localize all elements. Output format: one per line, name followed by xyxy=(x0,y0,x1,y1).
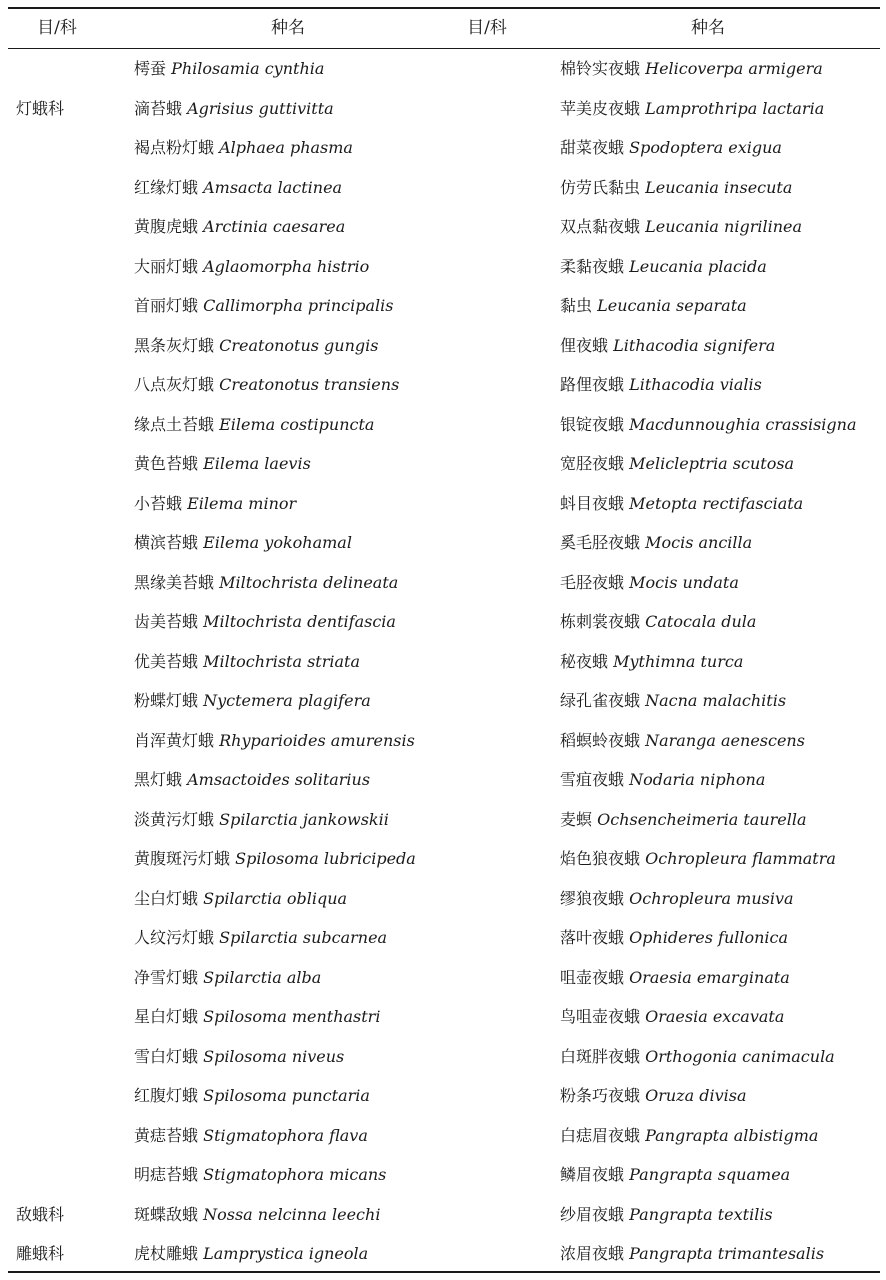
table-row xyxy=(8,602,880,642)
scientific-name: Metopta rectifasciata xyxy=(629,493,804,513)
species-cell-left xyxy=(134,681,371,721)
scientific-name: Philosamia cynthia xyxy=(171,59,325,78)
common-name: 横滨苔蛾 xyxy=(134,533,199,552)
common-name: 红腹灯蛾 xyxy=(134,1086,199,1105)
scientific-name: Miltochrista delineata xyxy=(219,572,399,592)
species-cell-left xyxy=(134,484,296,524)
common-name: 缪狼夜蛾 xyxy=(560,888,625,908)
common-name: 纱眉夜蛾 xyxy=(560,1204,625,1224)
scientific-name: Mocis ancilla xyxy=(645,533,753,552)
species-cell-left xyxy=(134,1234,368,1274)
scientific-name: Ochropleura flammatra xyxy=(645,849,836,868)
common-name: 绿孔雀夜蛾 xyxy=(560,691,641,710)
species-cell-right xyxy=(560,918,788,958)
common-name: 俚夜蛾 xyxy=(560,335,609,355)
scientific-name: Pangrapta squamea xyxy=(629,1165,791,1184)
scientific-name: Arctinia caesarea xyxy=(203,217,346,236)
table-bottom-rule xyxy=(8,1271,880,1273)
scientific-name: Spilarctia alba xyxy=(203,967,322,987)
common-name: 宽胫夜蛾 xyxy=(560,454,625,473)
table-row xyxy=(8,247,880,287)
table-row xyxy=(8,49,880,89)
scientific-name: Orthogonia canimacula xyxy=(645,1046,835,1066)
table-row xyxy=(8,1195,880,1235)
common-name: 仿劳氏黏虫 xyxy=(560,177,641,197)
species-cell-right xyxy=(560,89,824,129)
species-cell-left xyxy=(134,800,389,840)
table-row xyxy=(8,286,880,326)
scientific-name: Callimorpha principalis xyxy=(203,296,394,315)
scientific-name: Spilarctia jankowskii xyxy=(219,809,389,829)
table-row xyxy=(8,444,880,484)
species-cell-right xyxy=(560,484,803,524)
common-name: 齿美苔蛾 xyxy=(134,612,199,631)
common-name: 淡黄污灯蛾 xyxy=(134,809,215,829)
scientific-name: Eilema costipuncta xyxy=(219,414,375,434)
table-row xyxy=(8,89,880,129)
common-name: 浓眉夜蛾 xyxy=(560,1244,625,1263)
species-cell-right xyxy=(560,721,805,761)
common-name: 优美苔蛾 xyxy=(134,651,199,671)
species-cell-right xyxy=(560,523,752,563)
table-row xyxy=(8,484,880,524)
scientific-name: Leucania nigrilinea xyxy=(645,217,803,236)
scientific-name: Agrisius guttivitta xyxy=(187,98,334,118)
common-name: 棉铃实夜蛾 xyxy=(560,59,641,78)
species-cell-left xyxy=(134,49,324,89)
species-cell-right xyxy=(560,1037,835,1077)
species-cell-left xyxy=(134,721,415,761)
species-cell-left xyxy=(134,563,398,603)
scientific-name: Nacna malachitis xyxy=(645,691,787,710)
common-name: 鸟咀壶夜蛾 xyxy=(560,1007,641,1026)
common-name: 人纹污灯蛾 xyxy=(134,928,215,947)
species-cell-right xyxy=(560,839,836,879)
species-cell-left xyxy=(134,642,360,682)
scientific-name: Macdunnoughia crassisigna xyxy=(629,414,857,434)
common-name: 银锭夜蛾 xyxy=(560,414,625,434)
table-row xyxy=(8,958,880,998)
table-row xyxy=(8,168,880,208)
scientific-name: Spilosoma punctaria xyxy=(203,1086,370,1105)
table-row xyxy=(8,879,880,919)
scientific-name: Aglaomorpha histrio xyxy=(203,256,370,276)
table-row xyxy=(8,1037,880,1077)
species-cell-right xyxy=(560,879,794,919)
scientific-name: Mythimna turca xyxy=(613,651,744,671)
common-name: 雪白灯蛾 xyxy=(134,1046,199,1066)
common-name: 黄腹虎蛾 xyxy=(134,217,199,236)
species-cell-right xyxy=(560,207,802,247)
species-cell-left xyxy=(134,879,347,919)
common-name: 蚪目夜蛾 xyxy=(560,493,625,513)
species-cell-left xyxy=(134,1116,368,1156)
species-cell-left xyxy=(134,602,396,642)
species-cell-left xyxy=(134,128,353,168)
common-name: 白斑胖夜蛾 xyxy=(560,1046,641,1066)
header-species-2: 种名 xyxy=(691,18,725,38)
species-cell-right xyxy=(560,997,784,1037)
table-row xyxy=(8,1155,880,1195)
species-cell-right xyxy=(560,958,790,998)
scientific-name: Ophideres fullonica xyxy=(629,928,789,947)
common-name: 甜菜夜蛾 xyxy=(560,138,625,157)
table-row xyxy=(8,365,880,405)
table-row xyxy=(8,721,880,761)
common-name: 斑蝶敌蛾 xyxy=(134,1204,199,1224)
family-cell-left: 雕蛾科 xyxy=(16,1244,65,1263)
scientific-name: Eilema minor xyxy=(187,493,297,513)
species-cell-left xyxy=(134,168,342,208)
scientific-name: Leucania placida xyxy=(629,256,767,276)
scientific-name: Helicoverpa armigera xyxy=(645,59,823,78)
species-cell-right xyxy=(560,681,786,721)
scientific-name: Miltochrista striata xyxy=(203,651,360,671)
header-order-family-1: 目/科 xyxy=(37,18,77,38)
scientific-name: Ochropleura musiva xyxy=(629,888,794,908)
common-name: 粉蝶灯蛾 xyxy=(134,691,199,710)
species-cell-right xyxy=(560,760,765,800)
species-cell-right xyxy=(560,602,756,642)
common-name: 黄色苔蛾 xyxy=(134,454,199,473)
scientific-name: Spilosoma menthastri xyxy=(203,1007,381,1026)
species-cell-left xyxy=(134,958,321,998)
common-name: 黄痣苔蛾 xyxy=(134,1125,199,1145)
table-row xyxy=(8,1076,880,1116)
species-cell-left xyxy=(134,1155,386,1195)
common-name: 黏虫 xyxy=(560,296,593,315)
species-table xyxy=(8,7,880,1273)
scientific-name: Pangrapta trimantesalis xyxy=(629,1244,825,1263)
scientific-name: Nossa nelcinna leechi xyxy=(203,1204,381,1224)
scientific-name: Nyctemera plagifera xyxy=(203,691,371,710)
species-cell-left xyxy=(134,1076,370,1116)
species-cell-left xyxy=(134,286,393,326)
scientific-name: Stigmatophora micans xyxy=(203,1165,387,1184)
common-name: 八点灰灯蛾 xyxy=(134,375,215,394)
common-name: 粉条巧夜蛾 xyxy=(560,1086,641,1105)
common-name: 落叶夜蛾 xyxy=(560,928,625,947)
species-cell-right xyxy=(560,1155,790,1195)
table-row xyxy=(8,563,880,603)
common-name: 首丽灯蛾 xyxy=(134,296,199,315)
scientific-name: Oruza divisa xyxy=(645,1086,747,1105)
common-name: 鳞眉夜蛾 xyxy=(560,1165,625,1184)
scientific-name: Pangrapta albistigma xyxy=(645,1125,819,1145)
species-cell-right xyxy=(560,365,762,405)
species-cell-right xyxy=(560,1076,747,1116)
family-cell-left: 敌蛾科 xyxy=(16,1204,65,1224)
species-cell-left xyxy=(134,1037,344,1077)
table-row xyxy=(8,1234,880,1274)
common-name: 黑灯蛾 xyxy=(134,770,183,789)
table-body xyxy=(8,49,880,1274)
common-name: 滴苔蛾 xyxy=(134,98,183,118)
common-name: 净雪灯蛾 xyxy=(134,967,199,987)
species-cell-right xyxy=(560,1116,818,1156)
scientific-name: Lamprystica igneola xyxy=(203,1244,369,1263)
scientific-name: Creatonotus gungis xyxy=(219,335,379,355)
common-name: 黑缘美苔蛾 xyxy=(134,572,215,592)
header-species-1: 种名 xyxy=(271,18,305,38)
table-row xyxy=(8,800,880,840)
common-name: 白痣眉夜蛾 xyxy=(560,1125,641,1145)
table-row xyxy=(8,1116,880,1156)
scientific-name: Leucania insecuta xyxy=(645,177,793,197)
common-name: 柔黏夜蛾 xyxy=(560,256,625,276)
common-name: 樗蚕 xyxy=(134,59,167,78)
scientific-name: Oraesia emarginata xyxy=(629,967,790,987)
table-row xyxy=(8,128,880,168)
common-name: 明痣苔蛾 xyxy=(134,1165,199,1184)
common-name: 奚毛胫夜蛾 xyxy=(560,533,641,552)
scientific-name: Lamprothripa lactaria xyxy=(645,98,825,118)
species-cell-left xyxy=(134,523,352,563)
species-cell-right xyxy=(560,405,856,445)
common-name: 缘点土苔蛾 xyxy=(134,414,215,434)
common-name: 大丽灯蛾 xyxy=(134,256,199,276)
common-name: 苹美皮夜蛾 xyxy=(560,98,641,118)
species-cell-left xyxy=(134,760,370,800)
species-cell-left xyxy=(134,839,416,879)
scientific-name: Oraesia excavata xyxy=(645,1007,785,1026)
family-cell-left: 灯蛾科 xyxy=(16,98,65,118)
common-name: 星白灯蛾 xyxy=(134,1007,199,1026)
scientific-name: Spilarctia obliqua xyxy=(203,888,348,908)
table-row xyxy=(8,207,880,247)
species-cell-right xyxy=(560,128,782,168)
common-name: 毛胫夜蛾 xyxy=(560,572,625,592)
species-cell-left xyxy=(134,207,345,247)
species-cell-right xyxy=(560,286,747,326)
scientific-name: Spilarctia subcarnea xyxy=(219,928,388,947)
scientific-name: Ochsencheimeria taurella xyxy=(597,809,807,829)
scientific-name: Eilema laevis xyxy=(203,454,311,473)
scientific-name: Catocala dula xyxy=(645,612,757,631)
species-cell-right xyxy=(560,168,792,208)
table-row xyxy=(8,839,880,879)
common-name: 双点黏夜蛾 xyxy=(560,217,641,236)
scientific-name: Alphaea phasma xyxy=(219,138,353,157)
common-name: 红缘灯蛾 xyxy=(134,177,199,197)
scientific-name: Lithacodia signifera xyxy=(613,335,776,355)
scientific-name: Rhyparioides amurensis xyxy=(219,730,415,750)
common-name: 虎杖雕蛾 xyxy=(134,1244,199,1263)
species-cell-right xyxy=(560,642,743,682)
table-row xyxy=(8,326,880,366)
common-name: 麦螟 xyxy=(560,809,593,829)
species-cell-left xyxy=(134,1195,380,1235)
scientific-name: Spilosoma lubricipeda xyxy=(235,849,416,868)
header-order-family-2: 目/科 xyxy=(467,18,507,38)
common-name: 黄腹斑污灯蛾 xyxy=(134,849,231,868)
species-cell-left xyxy=(134,247,369,287)
scientific-name: Leucania separata xyxy=(597,296,747,315)
scientific-name: Nodaria niphona xyxy=(629,770,766,789)
species-cell-right xyxy=(560,800,807,840)
scientific-name: Melicleptria scutosa xyxy=(629,454,795,473)
scientific-name: Spodoptera exigua xyxy=(629,138,782,157)
common-name: 路俚夜蛾 xyxy=(560,375,625,394)
common-name: 肖浑黄灯蛾 xyxy=(134,730,215,750)
common-name: 咀壶夜蛾 xyxy=(560,967,625,987)
table-row xyxy=(8,918,880,958)
scientific-name: Spilosoma niveus xyxy=(203,1046,345,1066)
scientific-name: Amsacta lactinea xyxy=(203,177,343,197)
common-name: 小苔蛾 xyxy=(134,493,183,513)
common-name: 焰色狼夜蛾 xyxy=(560,849,641,868)
table-row xyxy=(8,405,880,445)
table-row xyxy=(8,681,880,721)
species-cell-left xyxy=(134,444,311,484)
species-cell-left xyxy=(134,997,380,1037)
scientific-name: Amsactoides solitarius xyxy=(187,770,371,789)
species-cell-right xyxy=(560,326,775,366)
common-name: 黑条灰灯蛾 xyxy=(134,335,215,355)
scientific-name: Naranga aenescens xyxy=(645,730,805,750)
species-cell-left xyxy=(134,918,387,958)
common-name: 栋刺裳夜蛾 xyxy=(560,612,641,631)
table-row xyxy=(8,523,880,563)
table-row xyxy=(8,760,880,800)
common-name: 稻螟蛉夜蛾 xyxy=(560,730,641,750)
species-cell-right xyxy=(560,49,823,89)
species-cell-right xyxy=(560,1195,773,1235)
scientific-name: Eilema yokohamal xyxy=(203,533,352,552)
species-cell-right xyxy=(560,247,767,287)
scientific-name: Lithacodia vialis xyxy=(629,375,762,394)
scientific-name: Stigmatophora flava xyxy=(203,1125,368,1145)
common-name: 褐点粉灯蛾 xyxy=(134,138,215,157)
species-cell-left xyxy=(134,326,378,366)
table-row xyxy=(8,997,880,1037)
species-cell-right xyxy=(560,444,794,484)
table-row xyxy=(8,642,880,682)
common-name: 尘白灯蛾 xyxy=(134,888,199,908)
species-cell-left xyxy=(134,89,334,129)
scientific-name: Pangrapta textilis xyxy=(629,1204,773,1224)
scientific-name: Creatonotus transiens xyxy=(219,375,400,394)
common-name: 秘夜蛾 xyxy=(560,651,609,671)
species-cell-left xyxy=(134,365,399,405)
scientific-name: Mocis undata xyxy=(629,572,739,592)
species-cell-left xyxy=(134,405,374,445)
common-name: 雪疽夜蛾 xyxy=(560,770,625,789)
species-cell-right xyxy=(560,1234,824,1274)
species-cell-right xyxy=(560,563,739,603)
scientific-name: Miltochrista dentifascia xyxy=(203,612,396,631)
